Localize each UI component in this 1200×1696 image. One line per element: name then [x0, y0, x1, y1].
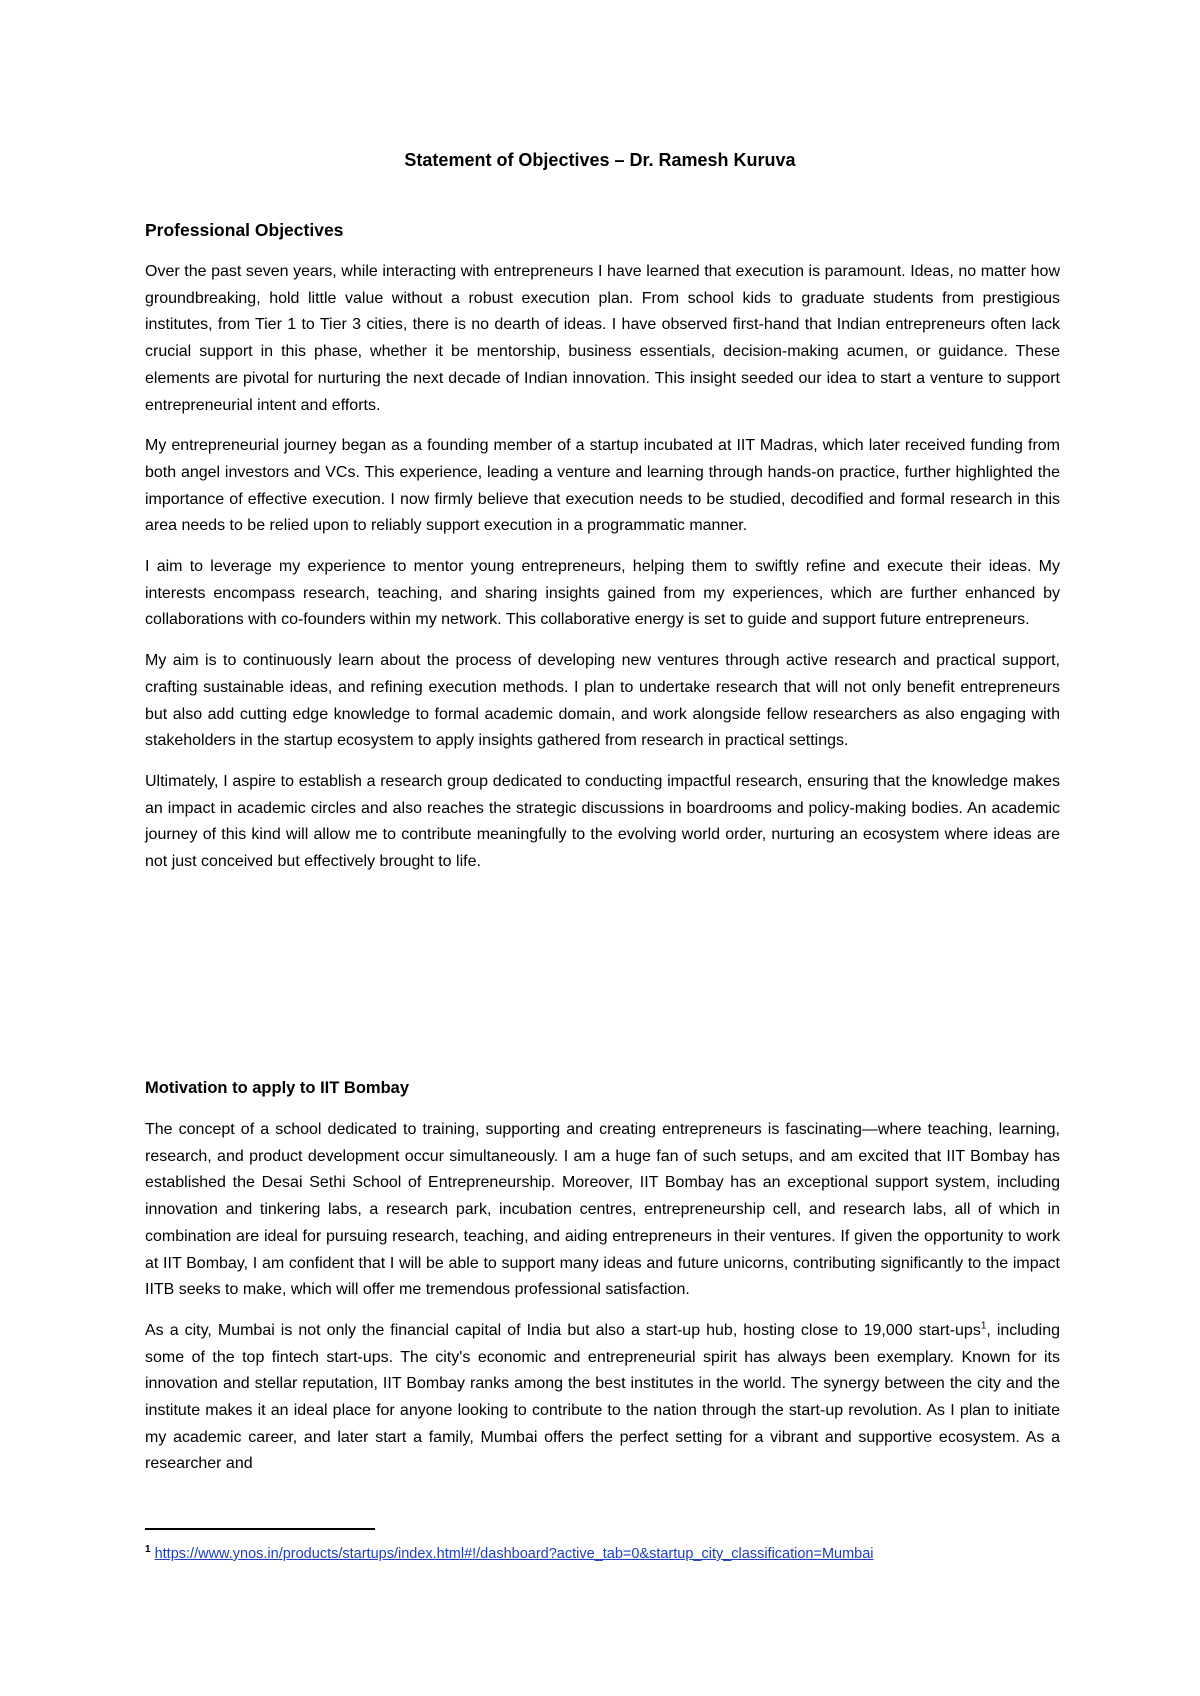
- section-heading: Motivation to apply to IIT Bombay: [145, 1079, 409, 1097]
- section-professional-objectives: [145, 218, 1060, 890]
- paragraph-text-after-ref: , including some of the top fintech start-ups. The city's economic and entrepreneurial spirit has always been exemplary. Known for its innovation and stellar reputation, IIT Bombay ranks among the best institutes in the world. The synergy between the city and the institute makes it an ideal place for anyone looking to contribute to the nation through the start-up revolution. As I plan to initiate my academic career, and later start a family, Mumbai offers the perfect setting for a vibrant and supportive ecosystem. As a researcher and: [145, 1321, 1061, 1473]
- paragraph-text-before-ref: As a city, Mumbai is not only the financial capital of India but also a start-up hub, hosting close to 19,000 start-ups: [145, 1321, 981, 1339]
- paragraph: Ultimately, I aspire to establish a research group dedicated to conducting impactful research, ensuring that the knowledge makes an impact in academic circles and also reaches the strategic discussions in boardrooms and policy-making bodies. An academic journey of this kind will allow me to contribute meaningfully to the evolving world order, nurturing an ecosystem where ideas are not just conceived but effectively brought to life.: [145, 772, 1060, 871]
- document-title: Statement of Objectives – Dr. Ramesh Kuruva: [404, 150, 796, 170]
- section-motivation-iit-bombay: [145, 1076, 1060, 1492]
- footnote-separator: [145, 1528, 375, 1530]
- paragraph: My aim is to continuously learn about the process of developing new ventures through active research and practical support, crafting sustainable ideas, and refining execution methods. I plan to undertake research that will not only benefit entrepreneurs but also add cutting edge knowledge to formal academic domain, and work alongside fellow researchers as also engaging with stakeholders in the startup ecosystem to apply insights gathered from research in practical settings.: [145, 652, 1060, 750]
- paragraph: Over the past seven years, while interacting with entrepreneurs I have learned that execution is paramount. Ideas, no matter how groundbreaking, hold little value without a robust execution plan. From school kids to graduate students from prestigious institutes, from Tier 1 to Tier 3 cities, there is no dearth of ideas. I have observed first-hand that Indian entrepreneurs often lack crucial support in this phase, whether it be mentorship, business essentials, decision-making acumen, or guidance. These elements are pivotal for nurturing the next decade of Indian innovation. This insight seeded our idea to start a venture to support entrepreneurial intent and efforts.: [145, 263, 1060, 414]
- footnote-number: 1: [145, 1544, 151, 1555]
- paragraph: My entrepreneurial journey began as a founding member of a startup incubated at IIT Madras, which later received funding from both angel investors and VCs. This experience, leading a venture and learning through hands-on practice, further highlighted the importance of effective execution. I now firmly believe that execution needs to be studied, decodified and formal research in this area needs to be relied upon to reliably support execution in a programmatic manner.: [145, 437, 1060, 535]
- paragraph: I aim to leverage my experience to mentor young entrepreneurs, helping them to swiftly refine and execute their ideas. My interests encompass research, teaching, and sharing insights gained from my experiences, which are further enhanced by collaborations with co-founders within my network. This collaborative energy is set to guide and support future entrepreneurs.: [145, 558, 1060, 629]
- paragraph-with-footnote-ref: [145, 1318, 1060, 1478]
- footnote-link[interactable]: https://www.ynos.in/products/startups/index.html#!/dashboard?active_tab=0&startup_city_classification=Mumbai: [154, 1545, 874, 1562]
- paragraph: The concept of a school dedicated to training, supporting and creating entrepreneurs is fascinating—where teaching, learning, research, and product development occur simultaneously. I am a huge fan of such setups, and am excited that IIT Bombay has established the Desai Sethi School of Entrepreneurship. Moreover, IIT Bombay has an exceptional support system, including innovation and tinkering labs, a research park, incubation centres, entrepreneurship cell, and research labs, all of which in combination are ideal for pursuing research, teaching, and aiding entrepreneurs in their ventures. If given the opportunity to work at IIT Bombay, I am confident that I will be able to support many ideas and future unicorns, contributing significantly to the impact IITB seeks to make, which will offer me tremendous professional satisfaction.: [145, 1121, 1060, 1299]
- footnote: [145, 1540, 1060, 1564]
- section-heading: Professional Objectives: [145, 220, 344, 240]
- footnote-reference[interactable]: 1: [980, 1320, 987, 1332]
